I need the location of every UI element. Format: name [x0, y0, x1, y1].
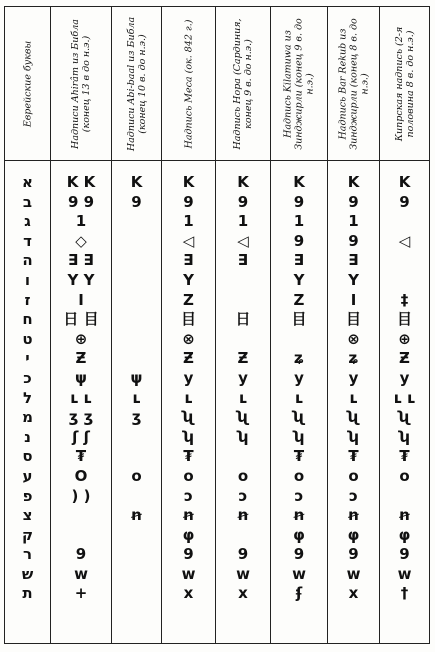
- glyph-cell: ₮: [399, 447, 410, 466]
- glyph-cell: 9: [237, 192, 249, 211]
- glyph-cell: Y: [348, 270, 359, 289]
- glyph-cell: ט: [22, 329, 33, 348]
- glyph-cell: ɔ: [294, 486, 304, 505]
- glyph-cell: ʃ ʃ: [72, 427, 90, 446]
- glyph-cell: ה: [22, 251, 33, 270]
- glyph-cell: w: [292, 564, 306, 583]
- glyph-cell: Y: [183, 270, 194, 289]
- glyph-cell: Y: [293, 270, 305, 289]
- glyph-cell: 9: [75, 545, 87, 564]
- glyph-cell: ʟ ʟ: [393, 388, 416, 407]
- column-ahiram: [51, 161, 112, 644]
- glyph-cell: ת: [22, 584, 33, 603]
- glyph-cell: ʮ: [183, 427, 194, 446]
- glyph-cell: ʯ: [347, 408, 360, 427]
- glyph-cell: I: [78, 290, 84, 309]
- glyph-cell: ψ: [75, 368, 87, 387]
- glyph-cell: ד: [23, 231, 32, 250]
- glyph-cell: 9: [348, 231, 359, 250]
- glyph-cell: ◁: [237, 231, 249, 250]
- glyph-cell: 1: [75, 212, 87, 231]
- glyph-cell: φ: [293, 525, 305, 544]
- glyph-cell: x: [348, 584, 359, 603]
- glyph-cell: [112, 232, 161, 252]
- glyph-cell: ʟ: [238, 388, 248, 407]
- glyph-cell: ‡: [400, 290, 409, 309]
- glyph-cell: [112, 271, 161, 291]
- glyph-cell: Ƶ: [399, 349, 410, 368]
- glyph-cell: [51, 506, 111, 526]
- glyph-cell: x: [183, 584, 194, 603]
- glyph-cell: ∃: [183, 251, 194, 270]
- glyph-cell: w: [346, 564, 361, 583]
- glyph-cell: 9: [237, 545, 249, 564]
- glyph-cell: [112, 310, 161, 330]
- column-kilamuwa: [271, 161, 328, 644]
- glyph-cell: ₮: [348, 447, 359, 466]
- glyph-cell: +: [74, 584, 88, 603]
- glyph-cell: Y Y: [67, 270, 95, 289]
- glyph-cell: ₮: [293, 447, 305, 466]
- glyph-cell: 9: [293, 231, 305, 250]
- glyph-cell: K: [347, 173, 360, 191]
- header-mesha: Надпись Меса (ок. 842 г.): [162, 7, 216, 161]
- glyph-cell: [112, 487, 161, 507]
- glyph-cell: 9: [183, 192, 194, 211]
- glyph-cell: K: [293, 173, 305, 191]
- glyph-cell: w: [236, 564, 250, 583]
- glyph-cell: ɔ: [349, 486, 358, 505]
- glyph-cell: ʯ: [182, 408, 195, 427]
- glyph-cell: w: [181, 564, 196, 583]
- glyph-cell: ʮ: [237, 427, 249, 446]
- header-ahiram: Надписи Ahirâm из Библа (конец 13 в до н.э.): [51, 7, 112, 161]
- glyph-cell: ψ: [130, 368, 143, 387]
- glyph-cell: o: [293, 466, 305, 485]
- glyph-cell: ס: [22, 447, 33, 466]
- glyph-cell: Ƶ: [75, 349, 87, 368]
- glyph-cell: 1: [183, 212, 194, 231]
- column-barrekub: [328, 161, 380, 644]
- glyph-cell: o: [237, 466, 249, 485]
- glyph-cell: ʑ: [293, 349, 305, 368]
- glyph-cell: †: [400, 584, 409, 603]
- glyph-cell: ꞥ: [348, 506, 359, 525]
- header-nora: Надпись Нора (Сардиния, конец 9 в. до н.э.): [216, 7, 271, 161]
- glyph-cell: ∃: [237, 251, 249, 270]
- glyph-cell: ⊗: [182, 329, 195, 348]
- glyph-cell: ʒ: [131, 408, 142, 427]
- glyph-cell: [380, 212, 429, 232]
- glyph-cell: K: [182, 173, 195, 191]
- glyph-cell: [216, 447, 270, 467]
- glyph-cell: [112, 212, 161, 232]
- glyph-cell: מ: [22, 408, 33, 427]
- header-cyprus: Кипрская надпись (2-я половина 8 в. до н.э.): [380, 7, 430, 161]
- glyph-cell: [112, 349, 161, 369]
- glyph-cell: נ: [24, 427, 31, 446]
- glyph-cell: ꞥ: [293, 506, 305, 525]
- glyph-cell: 9 9: [67, 192, 95, 211]
- glyph-cell: Z: [183, 290, 194, 309]
- glyph-cell: ז: [24, 290, 31, 309]
- glyph-cell: ∃: [348, 251, 359, 270]
- glyph-cell: פ: [22, 486, 33, 505]
- glyph-cell: w: [74, 564, 88, 583]
- glyph-cell: 9: [348, 192, 359, 211]
- glyph-cell: ◇: [75, 231, 87, 250]
- glyph-cell: 9: [293, 545, 305, 564]
- glyph-cell: [271, 330, 327, 350]
- glyph-row: [5, 161, 430, 644]
- glyph-cell: [216, 526, 270, 546]
- column-nora: [216, 161, 271, 644]
- glyph-cell: ⊗: [347, 329, 360, 348]
- glyph-cell: ע: [22, 466, 33, 485]
- glyph-cell: 目: [396, 310, 412, 329]
- glyph-cell: ∃ ∃: [68, 251, 94, 270]
- glyph-cell: ל: [22, 388, 33, 407]
- glyph-cell: I: [350, 290, 357, 309]
- glyph-cell: x: [238, 584, 248, 603]
- glyph-cell: ꞥ: [183, 506, 194, 525]
- glyph-cell: ꞥ: [237, 506, 249, 525]
- glyph-cell: ⊕: [398, 329, 411, 348]
- glyph-cell: ◁: [398, 231, 411, 250]
- glyph-cell: 9: [131, 192, 142, 211]
- glyph-cell: φ: [398, 525, 411, 544]
- glyph-cell: ʟ: [184, 388, 193, 407]
- column-cyprus: [380, 161, 430, 644]
- alphabet-comparison-table: [4, 6, 430, 644]
- glyph-cell: ר: [22, 545, 33, 564]
- glyph-cell: 日: [235, 310, 251, 329]
- glyph-cell: ʟ: [132, 388, 141, 407]
- glyph-cell: y: [183, 368, 194, 387]
- glyph-cell: ʯ: [237, 408, 249, 427]
- glyph-cell: K: [237, 173, 249, 191]
- glyph-cell: φ: [347, 525, 360, 544]
- glyph-cell: ק: [21, 525, 34, 544]
- glyph-cell: [112, 545, 161, 565]
- header-barrekub: Надпись Bar Rekub из Зинджирли (конец 8 в. до н.э.): [328, 7, 380, 161]
- header-hebrew: Еврейские буквы: [5, 7, 51, 161]
- glyph-cell: 9: [399, 192, 410, 211]
- glyph-cell: y: [399, 368, 410, 387]
- glyph-cell: [216, 330, 270, 350]
- glyph-cell: 1: [293, 212, 305, 231]
- glyph-cell: [112, 428, 161, 448]
- glyph-cell: 目: [291, 310, 307, 329]
- glyph-cell: ʒ ʒ: [68, 408, 94, 427]
- glyph-cell: y: [348, 368, 359, 387]
- glyph-cell: [51, 526, 111, 546]
- glyph-cell: Ƶ: [183, 349, 194, 368]
- glyph-cell: ɔ: [184, 486, 193, 505]
- glyph-cell: 目: [345, 310, 361, 329]
- glyph-cell: [112, 447, 161, 467]
- glyph-cell: ₮: [75, 447, 87, 466]
- glyph-cell: ʑ: [348, 349, 359, 368]
- glyph-cell: ב: [22, 192, 33, 211]
- glyph-cell: o: [348, 466, 359, 485]
- column-mesha: [162, 161, 216, 644]
- glyph-cell: Ƶ: [237, 349, 249, 368]
- glyph-cell: φ: [182, 525, 195, 544]
- glyph-cell: ʮ: [293, 427, 305, 446]
- glyph-cell: [112, 291, 161, 311]
- glyph-cell: א: [22, 173, 33, 191]
- glyph-cell: ) ): [71, 486, 91, 505]
- header-kilamuwa: Надпись Kilamuwa из Зинджирли (конец 9 в. до н.э.): [271, 7, 328, 161]
- glyph-cell: y: [238, 368, 248, 387]
- glyph-cell: 9: [348, 545, 359, 564]
- glyph-cell: o: [183, 466, 194, 485]
- glyph-cell: 1: [237, 212, 249, 231]
- glyph-cell: w: [397, 564, 412, 583]
- glyph-cell: ꞥ: [131, 506, 142, 525]
- glyph-cell: ʟ: [349, 388, 358, 407]
- glyph-cell: ו: [24, 270, 31, 289]
- glyph-cell: 1: [348, 212, 359, 231]
- glyph-cell: Z: [293, 290, 305, 309]
- glyph-cell: ג: [24, 212, 31, 231]
- glyph-cell: K: [398, 173, 411, 191]
- glyph-cell: ʮ: [399, 427, 410, 446]
- header-abibaal: Надписи Abi-baal из Библа (конец 10 в. до н.э.): [112, 7, 162, 161]
- glyph-cell: o: [131, 466, 142, 485]
- glyph-cell: 日 目: [63, 310, 99, 329]
- column-hebrew: [5, 161, 51, 644]
- glyph-cell: כ: [23, 368, 32, 387]
- glyph-cell: [112, 330, 161, 350]
- glyph-cell: ʟ ʟ: [70, 388, 92, 407]
- glyph-cell: י: [25, 349, 30, 368]
- glyph-cell: y: [294, 368, 304, 387]
- column-abibaal: [112, 161, 162, 644]
- glyph-cell: ⊕: [74, 329, 88, 348]
- glyph-cell: [216, 271, 270, 291]
- glyph-cell: 9: [399, 545, 410, 564]
- glyph-cell: ◁: [182, 231, 195, 250]
- glyph-cell: 9: [183, 545, 194, 564]
- header-row: [5, 7, 430, 161]
- glyph-cell: ꞥ: [399, 506, 410, 525]
- glyph-cell: 9: [293, 192, 305, 211]
- glyph-cell: ∃: [293, 251, 305, 270]
- glyph-cell: [380, 271, 429, 291]
- glyph-cell: ח: [22, 310, 33, 329]
- glyph-cell: ש: [21, 564, 34, 583]
- glyph-cell: [112, 526, 161, 546]
- glyph-cell: [380, 487, 429, 507]
- glyph-cell: ʯ: [398, 408, 411, 427]
- glyph-cell: ʯ: [293, 408, 305, 427]
- glyph-cell: O: [74, 466, 88, 485]
- glyph-cell: ʮ: [348, 427, 359, 446]
- glyph-cell: ʄ: [295, 584, 303, 603]
- glyph-cell: [112, 584, 161, 604]
- glyph-cell: [380, 251, 429, 271]
- glyph-cell: [112, 565, 161, 585]
- glyph-cell: [112, 251, 161, 271]
- glyph-cell: K K: [66, 173, 96, 191]
- glyph-cell: צ: [22, 506, 33, 525]
- glyph-cell: K: [130, 173, 143, 191]
- glyph-cell: o: [399, 466, 410, 485]
- glyph-cell: ₮: [183, 447, 194, 466]
- glyph-cell: ɔ: [238, 486, 248, 505]
- glyph-cell: 目: [180, 310, 196, 329]
- glyph-cell: ʟ: [294, 388, 304, 407]
- glyph-cell: [216, 291, 270, 311]
